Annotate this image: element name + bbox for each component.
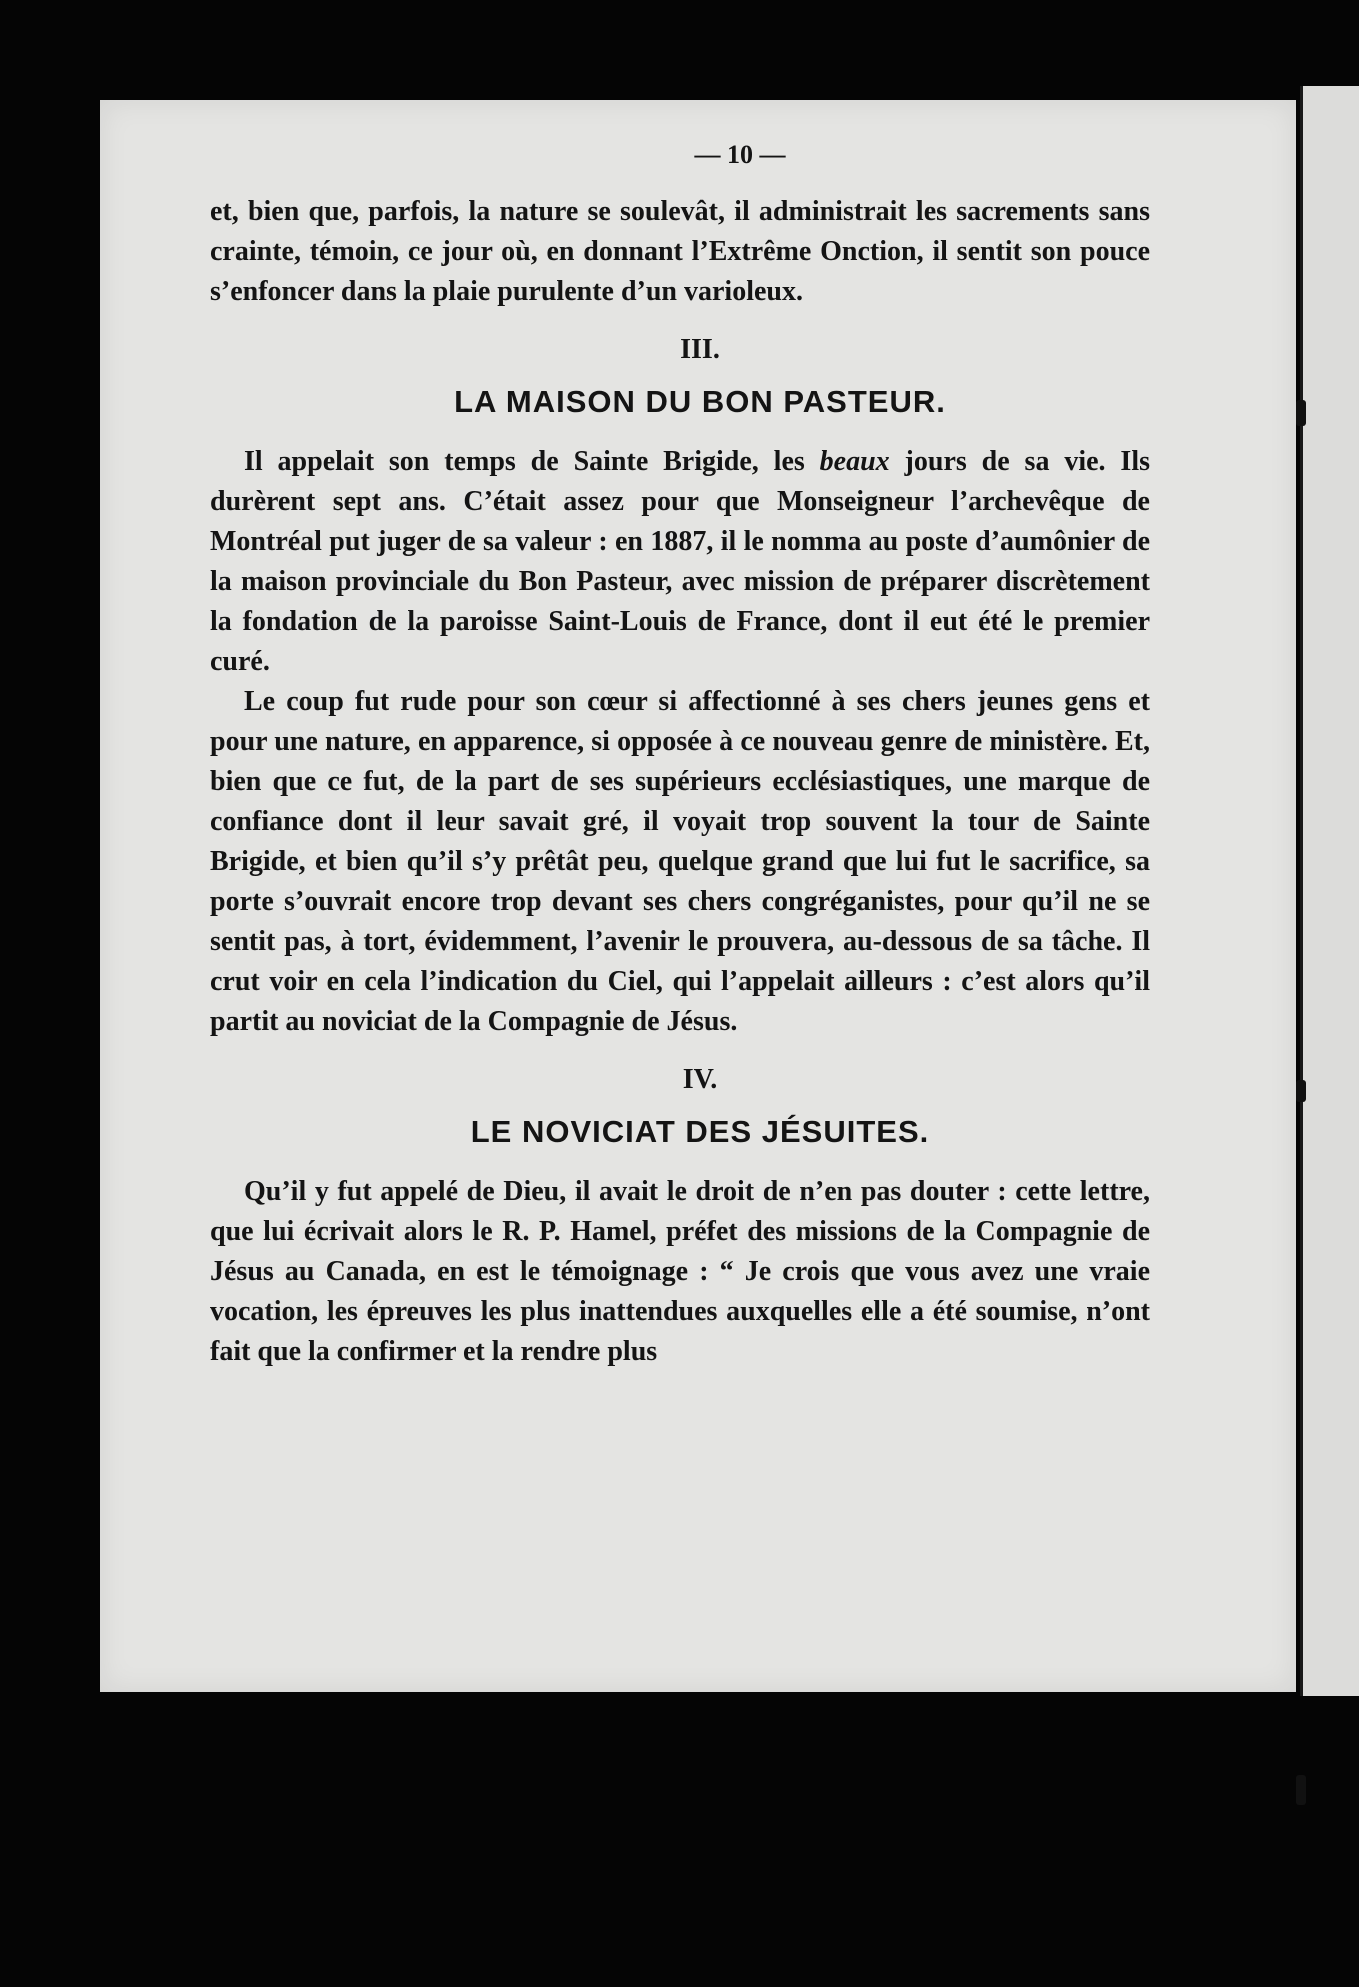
- binding-mark: [1296, 1080, 1306, 1102]
- page-text: [210, 140, 1150, 1372]
- intro-paragraph: et, bien que, parfois, la nature se soulevât, il administrait les sacrements sans crainte, témoin, ce jour où, en donnant l’Extrême Onction, il sentit son pouce s’enfoncer dans la plaie purulente d’un varioleux.: [210, 196, 1150, 307]
- section-title-3: LA MAISON DU BON PASTEUR.: [454, 384, 946, 419]
- binding-mark: [1296, 1775, 1306, 1805]
- text-run: jours de sa vie. Ils durèrent sept ans. C’était assez pour que Monseigneur l’archevêque de Montréal put juger de sa valeur : en 1887, il le nomma au poste d’aumônier de la maison provinciale du Bon Pasteur, avec mission de préparer discrètement la fondation de la paroisse Saint-Louis de France, dont il eut été le premier curé.: [210, 446, 1150, 677]
- binding-mark: [1296, 400, 1306, 426]
- section-4-paragraph-1: Qu’il y fut appelé de Dieu, il avait le droit de n’en pas douter : cette lettre, que lui écrivait alors le R. P. Hamel, préfet des missions de la Compagnie de Jésus au Canada, en est le témoignage : “ Je crois que vous avez une vraie vocation, les épreuves les plus inattendues auxquelles elle a été soumise, n’ont fait que la confirmer et la rendre plus: [210, 1176, 1150, 1367]
- section-number-4: IV.: [682, 1064, 718, 1095]
- section-3-paragraph-1: [210, 442, 1150, 682]
- text-run: Il appelait son temps de Sainte Brigide, les: [244, 446, 820, 477]
- section-3-paragraph-2: Le coup fut rude pour son cœur si affectionné à ses chers jeunes gens et pour une nature, en apparence, si opposée à ce nouveau genre de ministère. Et, bien que ce fut, de la part de ses supérieurs ecclésiastiques, une marque de confiance dont il leur savait gré, il voyait trop souvent la tour de Sainte Brigide, et bien qu’il s’y prêtât peu, quelque grand que lui fut le sacrifice, sa porte s’ouvrait encore trop devant ses chers congréganistes, pour qu’il ne se sentit pas, à tort, évidemment, l’avenir le prouvera, au-dessous de sa tâche. Il crut voir en cela l’indication du Ciel, qui l’appelait ailleurs : c’est alors qu’il partit au noviciat de la Compagnie de Jésus.: [210, 686, 1150, 1037]
- italic-word: beaux: [819, 446, 890, 477]
- section-number-3: III.: [680, 334, 720, 365]
- page-number: — 10 —: [694, 140, 786, 169]
- section-title-4: LE NOVICIAT DES JÉSUITES.: [470, 1114, 930, 1149]
- adjacent-page-edge: [1300, 86, 1359, 1696]
